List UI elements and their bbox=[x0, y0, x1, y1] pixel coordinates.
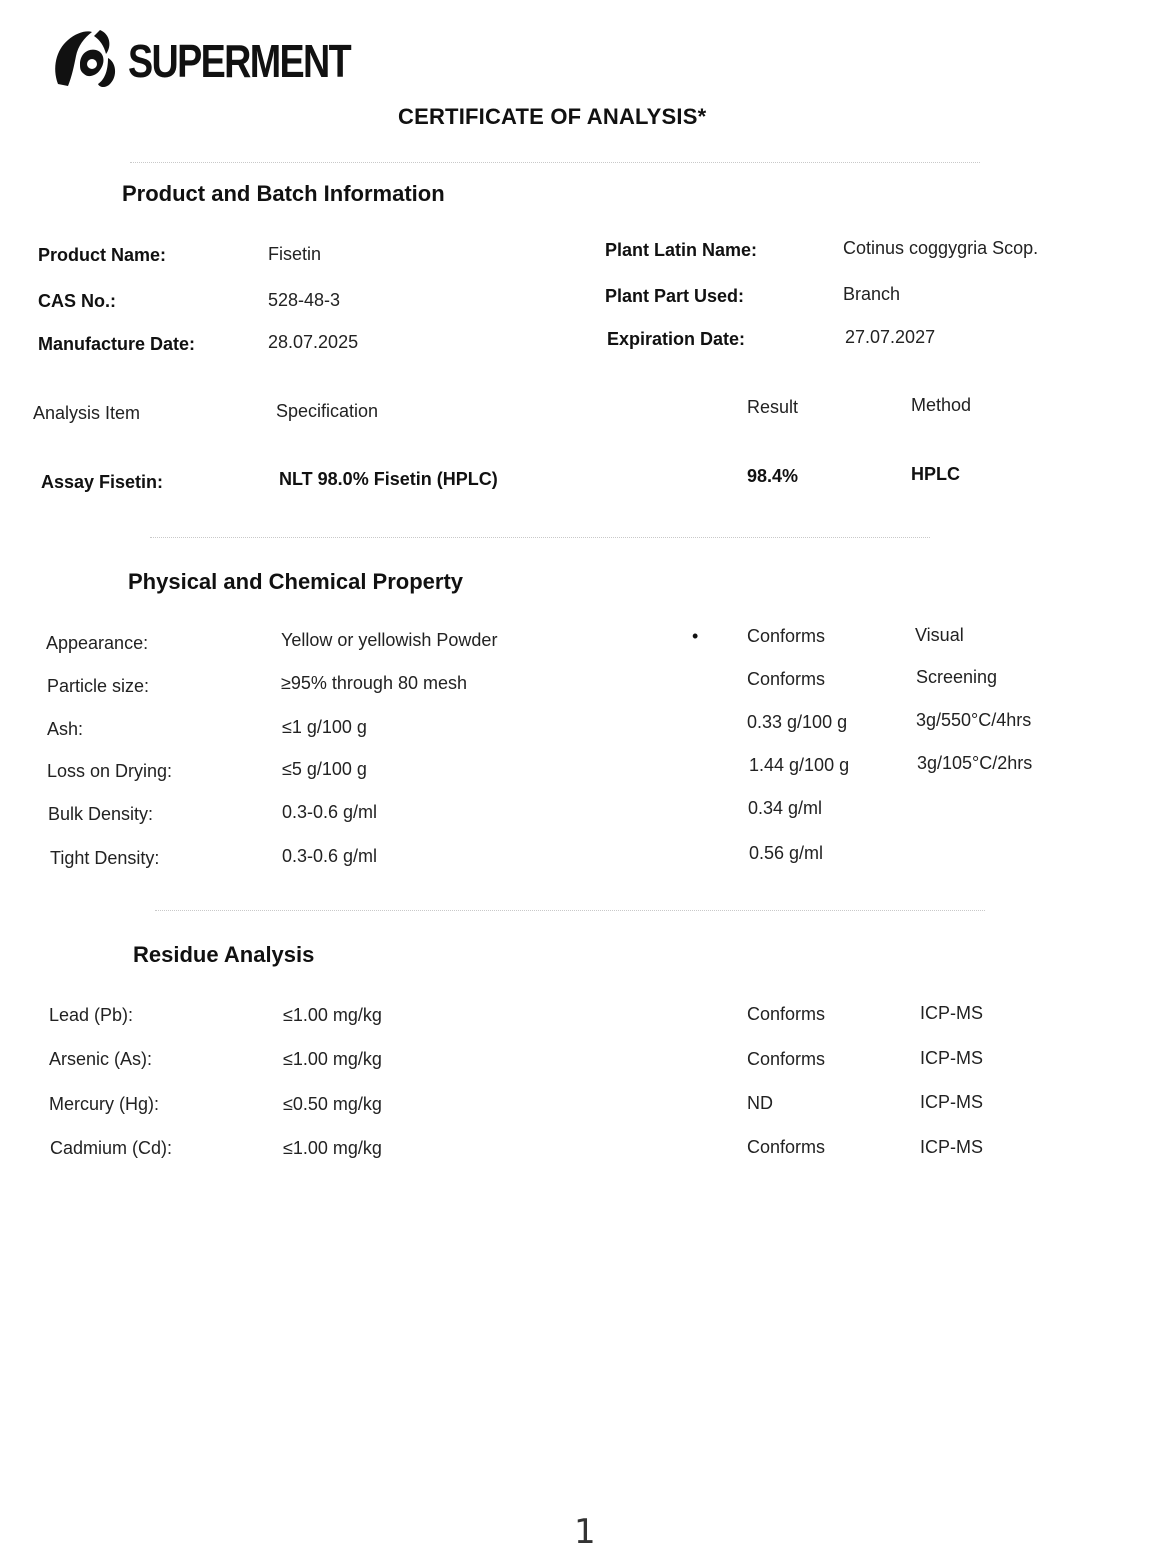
plant-latin-name-label: Plant Latin Name: bbox=[605, 240, 758, 260]
physical-spec-bulk-density: 0.3-0.6 g/ml bbox=[282, 802, 378, 822]
divider bbox=[130, 162, 980, 163]
document-title: CERTIFICATE OF ANALYSIS* bbox=[398, 104, 707, 129]
section-title-residue: Residue Analysis bbox=[133, 942, 315, 967]
brand-name: SUPERMENT bbox=[128, 35, 351, 87]
physical-method-loss-on-drying: 3g/105°C/2hrs bbox=[917, 753, 1033, 773]
header-method: Method bbox=[911, 395, 972, 415]
physical-item-bulk-density: Bulk Density: bbox=[48, 804, 154, 824]
residue-spec-mercury: ≤0.50 mg/kg bbox=[283, 1094, 382, 1114]
residue-result-mercury: ND bbox=[747, 1093, 773, 1113]
physical-result-ash: 0.33 g/100 g bbox=[747, 712, 848, 732]
header-specification: Specification bbox=[276, 401, 379, 421]
cas-no-label: CAS No.: bbox=[38, 291, 116, 311]
physical-item-loss-on-drying: Loss on Drying: bbox=[47, 761, 173, 781]
residue-item-arsenic: Arsenic (As): bbox=[49, 1049, 153, 1069]
physical-item-particle-size: Particle size: bbox=[47, 676, 150, 696]
physical-method-ash: 3g/550°C/4hrs bbox=[916, 710, 1032, 730]
physical-item-tight-density: Tight Density: bbox=[50, 848, 160, 868]
manufacture-date-label: Manufacture Date: bbox=[38, 334, 196, 354]
header-result: Result bbox=[747, 397, 799, 417]
expiration-date-value: 27.07.2027 bbox=[845, 327, 936, 347]
residue-result-arsenic: Conforms bbox=[747, 1049, 826, 1069]
residue-result-lead: Conforms bbox=[747, 1004, 826, 1024]
physical-item-appearance: Appearance: bbox=[46, 633, 149, 653]
residue-method-arsenic: ICP-MS bbox=[920, 1048, 983, 1068]
plant-part-used-label: Plant Part Used: bbox=[605, 286, 745, 306]
residue-spec-arsenic: ≤1.00 mg/kg bbox=[283, 1049, 382, 1069]
assay-spec: NLT 98.0% Fisetin (HPLC) bbox=[279, 469, 498, 489]
product-name-label: Product Name: bbox=[38, 245, 167, 265]
divider bbox=[150, 537, 930, 538]
physical-result-bulk-density: 0.34 g/ml bbox=[748, 798, 823, 818]
residue-item-lead: Lead (Pb): bbox=[49, 1005, 134, 1025]
residue-result-cadmium: Conforms bbox=[747, 1137, 826, 1157]
residue-spec-cadmium: ≤1.00 mg/kg bbox=[283, 1138, 382, 1158]
physical-method-particle-size: Screening bbox=[916, 667, 998, 687]
section-title-physical: Physical and Chemical Property bbox=[128, 569, 464, 594]
residue-spec-lead: ≤1.00 mg/kg bbox=[283, 1005, 382, 1025]
residue-item-cadmium: Cadmium (Cd): bbox=[50, 1138, 173, 1158]
header-analysis-item: Analysis Item bbox=[33, 403, 141, 423]
physical-result-loss-on-drying: 1.44 g/100 g bbox=[749, 755, 850, 775]
physical-result-appearance: Conforms bbox=[747, 626, 826, 646]
physical-spec-particle-size: ≥95% through 80 mesh bbox=[281, 673, 467, 693]
manufacture-date-value: 28.07.2025 bbox=[268, 332, 359, 352]
product-name-value: Fisetin bbox=[268, 244, 322, 264]
superment-logo-icon bbox=[50, 24, 124, 92]
assay-method: HPLC bbox=[911, 464, 960, 484]
page-number: 1 bbox=[574, 1512, 596, 1552]
physical-item-ash: Ash: bbox=[47, 719, 84, 739]
physical-spec-loss-on-drying: ≤5 g/100 g bbox=[282, 759, 367, 779]
cas-no-value: 528-48-3 bbox=[268, 290, 341, 310]
plant-part-used-value: Branch bbox=[843, 284, 901, 304]
physical-spec-tight-density: 0.3-0.6 g/ml bbox=[282, 846, 378, 866]
section-title-batch-info: Product and Batch Information bbox=[122, 181, 445, 206]
physical-spec-appearance: Yellow or yellowish Powder bbox=[281, 630, 498, 650]
residue-item-mercury: Mercury (Hg): bbox=[49, 1094, 160, 1114]
residue-method-cadmium: ICP-MS bbox=[920, 1137, 983, 1157]
residue-method-mercury: ICP-MS bbox=[920, 1092, 983, 1112]
residue-method-lead: ICP-MS bbox=[920, 1003, 983, 1023]
expiration-date-label: Expiration Date: bbox=[607, 329, 746, 349]
plant-latin-name-value: Cotinus coggygria Scop. bbox=[843, 238, 1039, 258]
divider bbox=[155, 910, 985, 911]
physical-spec-ash: ≤1 g/100 g bbox=[282, 717, 367, 737]
physical-method-appearance: Visual bbox=[915, 625, 964, 645]
assay-item: Assay Fisetin: bbox=[41, 472, 164, 492]
bullet-mark: • bbox=[692, 626, 699, 646]
assay-result: 98.4% bbox=[747, 466, 799, 486]
physical-result-particle-size: Conforms bbox=[747, 669, 826, 689]
physical-result-tight-density: 0.56 g/ml bbox=[749, 843, 824, 863]
